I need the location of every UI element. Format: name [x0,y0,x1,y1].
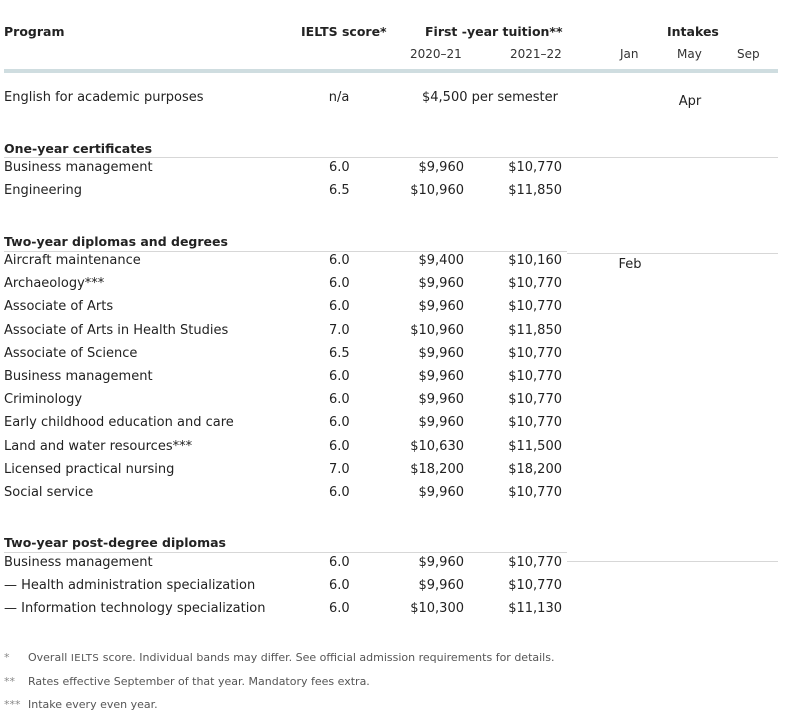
table-row [0,369,796,391]
tuition-2020-21: $9,960 [418,160,464,175]
program-name: Aircraft maintenance [4,253,141,268]
program-name: Social service [4,485,94,500]
tuition-2021-22: $10,770 [508,369,562,384]
section-divider [4,157,778,158]
footnote-mark: *** [4,698,21,711]
table-row [0,439,796,461]
table-row [0,183,796,205]
tuition-2021-22: $11,850 [508,183,562,199]
header-intake-sep: Sep [737,47,760,61]
header-program: Program [4,24,65,39]
ielts-score: 6.0 [329,392,350,408]
ielts-score: 6.5 [329,183,350,199]
header-intakes: Intakes [667,24,719,39]
ielts-score: 7.0 [329,461,350,477]
header-intake-may: May [677,47,702,61]
tuition-2020-21: $9,960 [418,276,464,292]
section-divider [4,552,567,553]
tuition-2021-22: $11,500 [508,438,562,454]
tuition-2020-21: $9,960 [418,345,464,361]
footnote-text-pre: Intake every even year. [28,698,158,711]
ielts-score: 6.0 [329,299,350,315]
table-row [0,346,796,368]
program-name: Licensed practical nursing [4,461,175,477]
tuition-2020-21: $10,960 [410,322,464,338]
tuition-2020-21: $9,400 [418,253,464,268]
tuition-2021-22: $10,770 [508,345,562,361]
program-name: Business management [4,160,153,175]
section-divider [4,251,567,252]
tuition-2021-22: $18,200 [508,461,562,477]
ielts-score: 6.0 [329,578,350,594]
tuition-2021-22: $11,850 [508,322,562,338]
tuition-2020-21: $9,960 [418,578,464,594]
program-name: Early childhood education and care [4,415,234,431]
header-tuition-year1: 2020–21 [410,47,462,61]
program-name: Archaeology*** [4,276,105,292]
eap-ielts-value: n/a [328,90,350,105]
ielts-score: 6.0 [329,160,350,175]
intake-label: Feb [618,256,642,272]
program-name: Associate of Arts in Health Studies [4,322,229,338]
table-row [0,555,796,577]
ielts-score: 6.0 [329,601,350,617]
header-tuition: First -year tuition** [425,24,563,39]
section-title: One-year certificates [4,141,153,156]
header-ielts: IELTS score* [301,24,387,39]
program-name: Associate of Arts [4,299,114,315]
ielts-score: 6.0 [329,276,350,292]
ielts-score: 6.0 [329,369,350,384]
program-name: Business management [4,369,153,384]
tuition-2020-21: $9,960 [418,369,464,384]
program-name: Engineering [4,183,82,199]
ielts-score: 6.0 [329,555,350,570]
section-title: Two-year diplomas and degrees [4,234,228,249]
program-name: Business management [4,555,153,570]
table-row [0,253,796,275]
ielts-score: 6.0 [329,415,350,431]
tuition-2020-21: $10,630 [410,438,464,454]
ielts-score: 6.0 [329,253,350,268]
tuition-2020-21: $10,960 [410,183,464,199]
table-row [0,601,796,623]
table-row [0,578,796,600]
tuition-2020-21: $9,960 [418,555,464,570]
table-row [0,462,796,484]
ielts-score: 6.0 [329,485,350,500]
footnote [4,698,158,711]
footnote-text-pre: Overall [28,651,71,664]
ielts-score: 6.0 [329,438,350,454]
tuition-2021-22: $10,770 [508,392,562,408]
tuition-2021-22: $10,160 [508,253,562,268]
table-row [0,160,796,182]
tuition-2020-21: $9,960 [418,299,464,315]
footnote [4,675,370,688]
program-name: Criminology [4,392,83,408]
footnote-text-post: score. Individual bands may differ. See official admission requirements for details. [99,651,555,664]
tuition-2021-22: $11,130 [508,601,562,617]
tuition-2021-22: $10,770 [508,415,562,431]
table-row [0,299,796,321]
header-intake-jan: Jan [620,47,639,61]
table-row [0,323,796,345]
tuition-2021-22: $10,770 [508,299,562,315]
ielts-score: 6.5 [329,345,350,361]
eap-intake-may-label: Apr [678,93,702,109]
table-row [0,392,796,414]
tuition-2020-21: $10,300 [410,601,464,617]
eap-row [0,90,796,112]
footnote-text-sc: IELTS [70,653,100,664]
table-row [0,415,796,437]
header-tuition-year2: 2021–22 [510,47,562,61]
table-row [0,276,796,298]
eap-program: English for academic purposes [4,90,204,105]
tuition-2020-21: $18,200 [410,461,464,477]
tuition-2020-21: $9,960 [418,415,464,431]
tuition-2020-21: $9,960 [418,392,464,408]
program-name: Land and water resources*** [4,438,193,454]
program-name: — Health administration specialization [4,578,256,594]
tuition-2021-22: $10,770 [508,578,562,594]
program-name: — Information technology specialization [4,601,266,617]
footnote-mark: ** [4,675,15,688]
tuition-2021-22: $10,770 [508,276,562,292]
eap-tuition: $4,500 per semester [422,90,558,105]
section-title: Two-year post-degree diplomas [4,535,226,550]
tuition-2021-22: $10,770 [508,485,562,500]
tuition-2021-22: $10,770 [508,555,562,570]
tuition-2021-22: $10,770 [508,160,562,175]
program-name: Associate of Science [4,345,138,361]
footnote-mark: * [4,651,10,664]
tuition-2020-21: $9,960 [418,485,464,500]
footnote-text-pre: Rates effective September of that year. Mandatory fees extra. [28,675,370,688]
table-row [0,485,796,507]
footnote [4,651,554,664]
ielts-score: 7.0 [329,322,350,338]
header-divider [4,69,778,73]
